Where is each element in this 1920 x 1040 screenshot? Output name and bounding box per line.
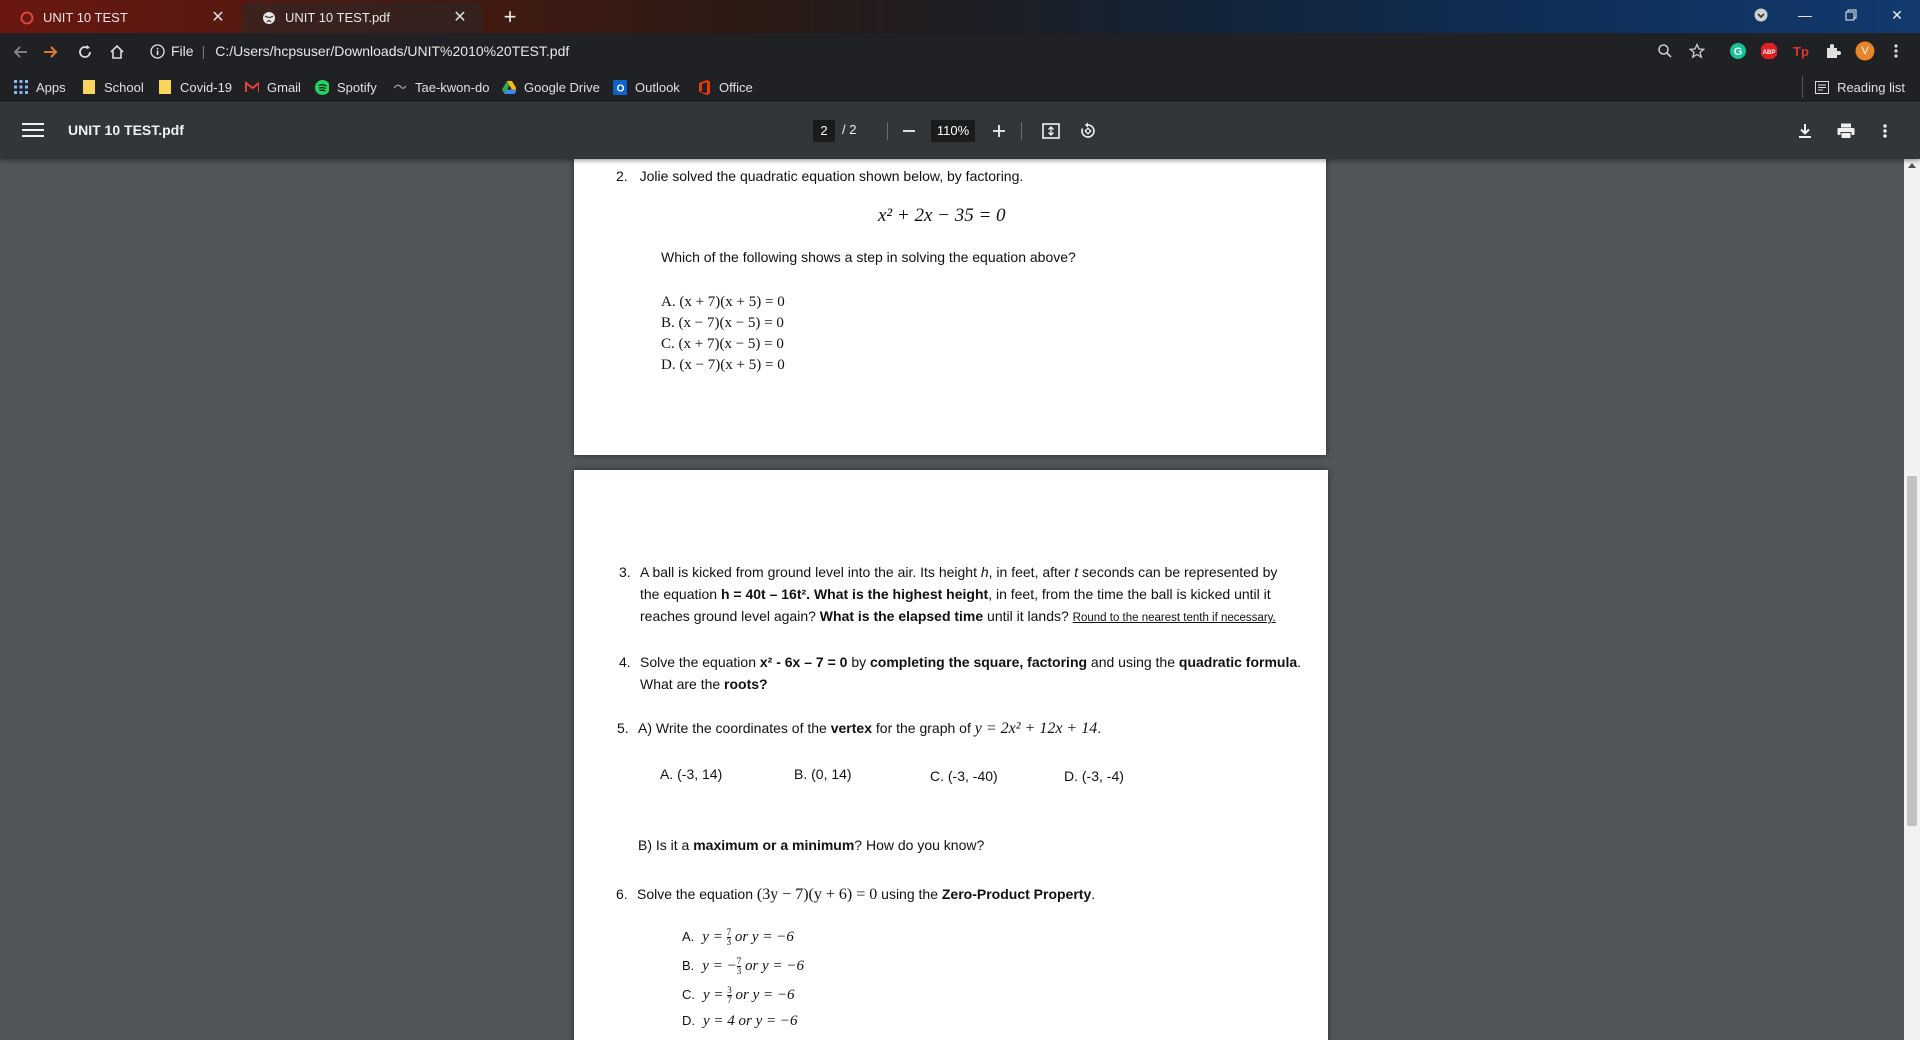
pdf-title: UNIT 10 TEST.pdf — [68, 122, 184, 138]
tab-strip — [0, 0, 1920, 33]
tab-title: UNIT 10 TEST — [43, 10, 128, 25]
q6-option-b: B. y = − $\frac{7}{3}$ or y = −6 — [682, 956, 804, 976]
pdf-page-2 — [574, 470, 1328, 1040]
bookmark-label: Office — [719, 79, 753, 95]
drive-icon — [502, 80, 516, 94]
page-total: / 2 — [842, 122, 857, 137]
bookmark-apps[interactable] — [14, 76, 66, 98]
bookmark-gmail[interactable] — [245, 76, 301, 98]
grammarly-icon[interactable] — [1728, 41, 1748, 61]
q2-option-c: C. (x + 7)(x − 5) = 0 — [661, 336, 784, 352]
q2-option-d: D. (x − 7)(x + 5) = 0 — [661, 357, 785, 373]
question-4-text — [640, 651, 1310, 695]
q5-option-c: C. (-3, -40) — [930, 768, 998, 784]
pdf-toolbar — [0, 103, 1920, 159]
q6-option-d: D. y = 4 or y = −6 — [682, 1013, 798, 1029]
bookmark-label: Outlook — [635, 79, 680, 95]
q3-line-1: A ball is kicked from ground level into the air. Its height h, in feet, after t seconds can be represented by — [640, 564, 1278, 580]
loading-ring-icon — [20, 11, 34, 25]
tab-search-icon[interactable] — [1738, 0, 1784, 30]
q2-option-b: B. (x − 7)(x − 5) = 0 — [661, 315, 784, 331]
close-icon[interactable]: ✕ — [211, 8, 225, 26]
pdf-viewer[interactable] — [0, 159, 1904, 1040]
q2-option-a: A. (x + 7)(x + 5) = 0 — [661, 294, 785, 310]
back-arrow-icon[interactable] — [8, 39, 34, 65]
question-2 — [616, 165, 1023, 187]
bookmark-label: Google Drive — [524, 79, 600, 95]
chrome-menu-icon[interactable] — [1886, 41, 1906, 61]
q6-option-c: C. y = $\frac{3}{7}$ or y = −6 — [682, 985, 795, 1005]
bookmark-label: School — [104, 79, 144, 95]
address-separator: | — [201, 43, 206, 59]
q2-equation: x² + 2x − 35 = 0 — [878, 205, 1006, 226]
address-bar[interactable] — [140, 36, 1700, 66]
q4-line-1: Solve the equation x² - 6x – 7 = 0 by completing the square, factoring and using the quadratic formula. — [640, 654, 1302, 670]
browser-toolbar — [0, 33, 1920, 70]
apps-grid-icon — [14, 80, 28, 94]
folder-icon — [158, 80, 172, 94]
question-text: Jolie solved the quadratic equation shown below, by factoring. — [639, 168, 1024, 184]
question-6-text: Solve the equation (3y − 7)(y + 6) = 0 using the Zero-Product Property. — [637, 886, 1096, 903]
reading-list-label: Reading list — [1837, 79, 1905, 95]
profile-avatar[interactable] — [1855, 41, 1875, 61]
extensions-puzzle-icon[interactable] — [1823, 41, 1843, 61]
q4-line-2: What are the roots? — [640, 676, 768, 692]
question-number: 5. — [617, 720, 629, 736]
bookmark-school[interactable] — [82, 76, 144, 98]
reading-list-icon — [1815, 81, 1829, 94]
minimize-icon[interactable]: — — [1798, 7, 1812, 23]
print-icon[interactable] — [1834, 119, 1858, 143]
bookmark-label: Tae-kwon-do — [415, 79, 490, 95]
q3-line-2: the equation h = 40t – 16t². What is the highest height, in feet, from the time the ball is kicked until it — [640, 586, 1271, 602]
svg-text:O: O — [616, 83, 625, 94]
q5-option-a: A. (-3, 14) — [660, 766, 723, 782]
spotify-icon — [315, 80, 329, 94]
tab-title: UNIT 10 TEST.pdf — [285, 10, 391, 25]
profile-initial: V — [1861, 45, 1869, 57]
toolbar-divider — [1021, 122, 1022, 140]
q5-option-b: B. (0, 14) — [794, 766, 852, 782]
reading-list-button[interactable] — [1802, 76, 1905, 98]
question-number: 2. — [616, 168, 628, 184]
page-number-input[interactable]: 2 — [813, 120, 835, 142]
pdf-page-1 — [574, 159, 1326, 455]
vertical-scrollbar[interactable] — [1904, 159, 1920, 1040]
forward-arrow-icon[interactable] — [38, 39, 64, 65]
close-icon[interactable]: ✕ — [453, 8, 467, 26]
globe-icon — [262, 11, 276, 25]
question-number: 4. — [619, 654, 631, 670]
url-text[interactable]: C:/Users/hcpsuser/Downloads/UNIT%2010%20TEST.pdf — [215, 43, 570, 59]
folder-icon — [82, 80, 96, 94]
question-number: 3. — [619, 564, 631, 580]
q5-option-d: D. (-3, -4) — [1064, 768, 1124, 784]
scroll-thumb[interactable] — [1907, 476, 1917, 826]
bookmark-label: Covid-19 — [180, 79, 233, 95]
link-icon — [393, 80, 407, 94]
bookmarks-bar — [0, 70, 1920, 103]
bookmark-spotify[interactable] — [315, 76, 377, 98]
bookmark-tae-kwon-do[interactable] — [393, 76, 489, 98]
question-5b-text: B) Is it a maximum or a minimum? How do you know? — [638, 837, 985, 853]
bookmark-star-icon[interactable] — [1687, 41, 1707, 61]
download-icon[interactable] — [1793, 119, 1817, 143]
adblock-icon[interactable] — [1759, 41, 1779, 61]
bookmark-label: Spotify — [337, 79, 377, 95]
bookmark-office[interactable] — [697, 76, 753, 98]
bookmark-google-drive[interactable] — [502, 76, 600, 98]
zoom-out-button[interactable] — [897, 119, 921, 143]
home-icon[interactable] — [104, 39, 130, 65]
hamburger-menu-icon[interactable] — [22, 119, 44, 141]
tab-unit-10-test[interactable] — [0, 2, 240, 33]
new-tab-button[interactable]: + — [503, 4, 517, 29]
toolbar-divider — [887, 122, 888, 140]
close-window-icon[interactable]: ✕ — [1891, 6, 1903, 23]
question-3-text — [640, 561, 1300, 629]
q6-option-a: A. y = $\frac{7}{3}$ or y = −6 — [682, 927, 794, 947]
more-options-icon[interactable] — [1873, 119, 1897, 143]
gmail-icon — [245, 80, 259, 94]
svg-text:G: G — [1733, 46, 1743, 58]
tp-extension-icon[interactable] — [1791, 41, 1811, 61]
zoom-level-input[interactable]: 110% — [931, 120, 975, 142]
q3-line-3: reaches ground level again? What is the elapsed time until it lands? Round to the nearest tenth if necessary. — [640, 608, 1276, 624]
svg-text:Tp: Tp — [1793, 44, 1809, 59]
zoom-icon[interactable] — [1655, 41, 1675, 61]
question-number: 6. — [616, 886, 628, 902]
tab-unit-10-test-pdf[interactable] — [242, 2, 482, 33]
fit-to-page-icon[interactable] — [1039, 119, 1063, 143]
rotate-icon[interactable] — [1076, 119, 1100, 143]
bookmark-outlook[interactable] — [613, 76, 680, 98]
bookmark-covid-19[interactable] — [158, 76, 232, 98]
svg-text:ABP: ABP — [1762, 50, 1776, 56]
reload-icon[interactable] — [72, 39, 98, 65]
q2-prompt: Which of the following shows a step in solving the equation above? — [661, 249, 1076, 265]
zoom-in-button[interactable] — [987, 119, 1011, 143]
outlook-icon — [613, 80, 627, 94]
site-info-label[interactable]: File — [171, 43, 194, 59]
info-icon[interactable] — [150, 44, 165, 59]
bookmark-label: Apps — [36, 79, 66, 95]
office-icon — [697, 80, 711, 94]
restore-icon[interactable] — [1828, 0, 1874, 30]
bookmark-label: Gmail — [267, 79, 301, 95]
scroll-up-arrow-icon[interactable] — [1908, 163, 1916, 168]
question-5-text: A) Write the coordinates of the vertex for the graph of y = 2x² + 12x + 14. — [638, 720, 1102, 737]
